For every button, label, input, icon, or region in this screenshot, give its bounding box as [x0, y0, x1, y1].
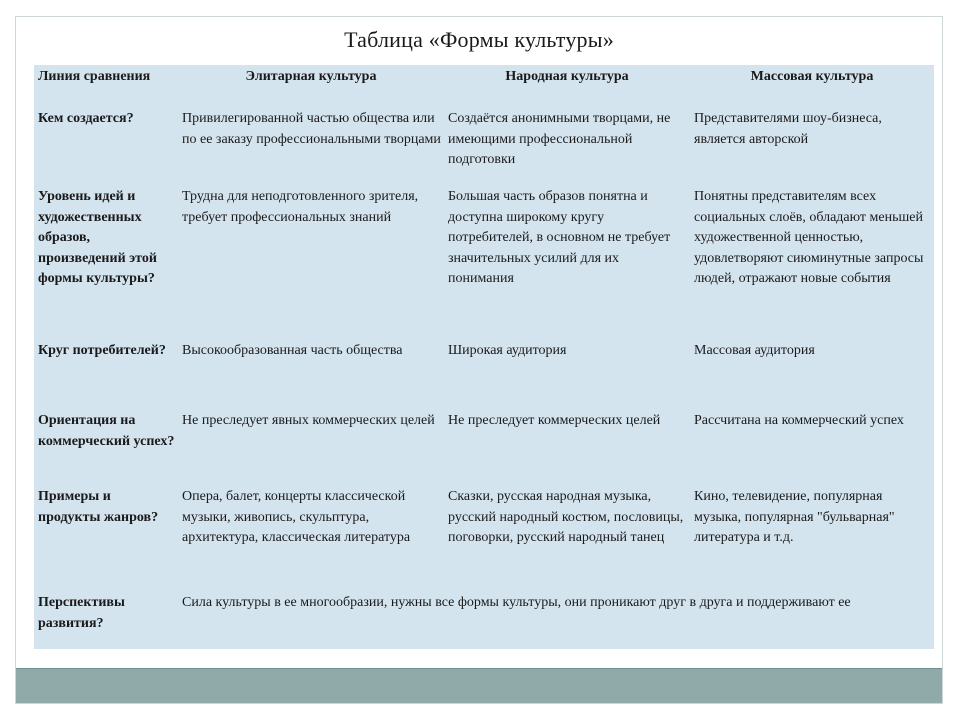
table-row: [34, 591, 934, 649]
cell-merged-perspectives: Сила культуры в ее многообразии, нужны все формы культуры, они проникают друг в друга и поддерживают ее: [182, 595, 851, 610]
row-label: Кем создается?: [38, 111, 134, 126]
cell-mass: Рассчитана на коммерческий успех: [694, 413, 904, 428]
cell-mass: Кино, телевидение, популярная музыка, популярная "бульварная" литература и т.д.: [694, 489, 895, 545]
page-title: Таблица «Формы культуры»: [344, 27, 614, 52]
row-label: Примеры и продукты жанров?: [38, 489, 159, 525]
table-row: [34, 185, 934, 339]
cell-elite: Привилегированной частью общества или по ее заказу профессиональными творцами: [182, 111, 441, 147]
cell-folk: Не преследует коммерческих целей: [448, 413, 661, 428]
cell-mass: Массовая аудитория: [694, 343, 815, 358]
row-label: Ориентация на коммерческий успех?: [38, 413, 175, 449]
header-folk-culture: Народная культура: [505, 69, 629, 84]
cell-elite: Не преследует явных коммерческих целей: [182, 413, 435, 428]
slide: [15, 16, 943, 704]
table-row: [34, 409, 934, 485]
cell-elite: Высокообразованная часть общества: [182, 343, 403, 358]
table-header-row: [34, 65, 934, 107]
cell-elite: Трудна для неподготовленного зрителя, требует профессиональных знаний: [182, 189, 419, 225]
cell-elite: Опера, балет, концерты классической музыки, живопись, скульптура, архитектура, классическая литература: [182, 489, 411, 545]
cell-folk: Широкая аудитория: [448, 343, 567, 358]
row-label: Круг потребителей?: [38, 343, 166, 358]
cell-folk: Сказки, русская народная музыка, русский народный костюм, пословицы, поговорки, русский народный танец: [448, 489, 684, 545]
table-row: [34, 107, 934, 185]
table-row: [34, 339, 934, 409]
header-comparison-line: Линия сравнения: [38, 69, 151, 84]
header-elite-culture: Элитарная культура: [245, 69, 377, 84]
header-mass-culture: Массовая культура: [750, 69, 874, 84]
cell-folk: Большая часть образов понятна и доступна широкому кругу потребителей, в основном не требует значительных усилий для их понимания: [448, 189, 671, 286]
cell-folk: Создаётся анонимными творцами, не имеющими профессиональной подготовки: [448, 111, 671, 167]
row-label: Перспективы развития?: [38, 595, 125, 631]
row-label: Уровень идей и художественных образов, произведений этой формы культуры?: [38, 189, 157, 286]
cell-mass: Понятны представителям всех социальных слоёв, обладают меньшей художественной ценностью, удовлетворяют сиюминутные запросы людей, отражают новые события: [694, 189, 924, 286]
culture-forms-table: [34, 65, 934, 649]
table-row: [34, 485, 934, 591]
cell-mass: Представителями шоу-бизнеса, является авторской: [694, 111, 882, 147]
bottom-decorative-band: [16, 668, 942, 703]
